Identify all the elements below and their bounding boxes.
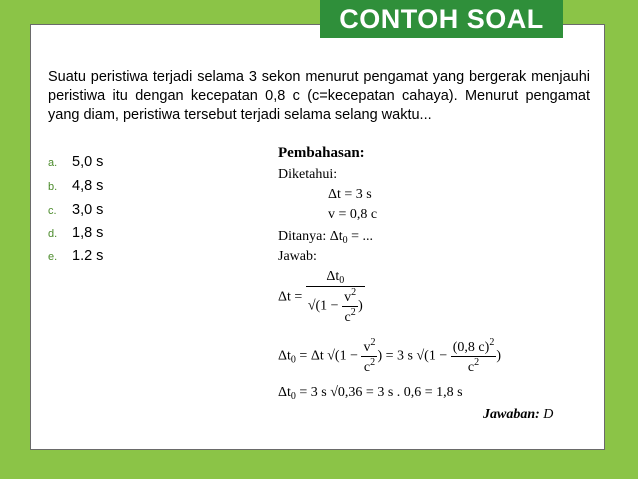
- option-text: 3,0 s: [72, 202, 104, 218]
- f1-num: [306, 269, 365, 287]
- option-text: 1,8 s: [72, 225, 104, 241]
- f2-lhs: Δt: [278, 348, 291, 364]
- f1-c-exp: 2: [350, 307, 356, 318]
- f2-a-den: [361, 357, 377, 376]
- option-a: [48, 154, 103, 170]
- option-d: [48, 225, 103, 241]
- f2-b-num: [451, 337, 497, 357]
- f1-c: c: [344, 310, 351, 325]
- f2-paren-exp: 2: [489, 337, 495, 348]
- f2-v-exp: 2: [370, 337, 376, 348]
- f2-dt: Δt: [310, 348, 324, 364]
- option-text: 5,0 s: [72, 154, 104, 170]
- jawaban-value: D: [543, 407, 554, 422]
- option-b: [48, 178, 103, 194]
- f2-one-minus-b: 1 −: [428, 348, 448, 364]
- asked-line: [278, 229, 373, 246]
- option-letter: a.: [48, 157, 58, 169]
- jawaban: [483, 407, 553, 423]
- f2-c-exp: 2: [370, 357, 376, 368]
- final-text: = 3 s √0,36 = 3 s . 0,6 = 1,8 s: [299, 385, 463, 400]
- f1-v-exp: 2: [351, 287, 357, 298]
- asked-sub: 0: [342, 235, 348, 246]
- asked-text: Ditanya: Δt: [278, 229, 343, 244]
- f2-c: c: [363, 360, 371, 375]
- f2-a-num: [361, 337, 377, 357]
- question-text: Suatu peristiwa terjadi selama 3 sekon menurut pengamat yang bergerak menjauhi peristiwa itu dengan kecepatan 0,8 c (c=kecepatan cahaya). Menurut pengamat yang diam, peristiwa tersebut terjadi selama selang waktu...: [48, 69, 590, 123]
- slide-title: CONTOH SOAL: [320, 0, 563, 38]
- jawaban-label: Jawaban:: [483, 407, 540, 422]
- f2-one-minus: 1 −: [339, 348, 358, 364]
- f2-frac-b: [451, 337, 497, 376]
- option-text: 1.2 s: [72, 248, 104, 264]
- asked-tail: = ...: [347, 229, 374, 244]
- f2-b-den: [451, 357, 497, 376]
- f1-v: v: [344, 290, 352, 305]
- option-letter: e.: [48, 251, 58, 263]
- f2-three-s: = 3 s: [385, 348, 413, 364]
- final-sub: 0: [290, 391, 296, 402]
- solution-heading: Pembahasan:: [278, 145, 365, 161]
- final-dt: Δt: [278, 385, 291, 400]
- solution-block: [278, 145, 578, 435]
- option-letter: c.: [48, 205, 57, 217]
- f1-num-sub: 0: [339, 275, 345, 286]
- f2-c-b: c: [467, 360, 475, 375]
- f1-inner-den: [342, 307, 358, 326]
- f2-frac-a: [361, 337, 377, 376]
- f1-one-minus: 1 −: [320, 298, 339, 314]
- f2-lhs-sub: 0: [290, 354, 296, 366]
- f2-c-b-exp: 2: [474, 357, 480, 368]
- option-c: [48, 202, 103, 218]
- formula-1: Δt = $\Delta t_0$ √(1 − $\frac{v^2}{c^2}$ ): [278, 269, 363, 325]
- option-text: 4,8 s: [72, 178, 104, 194]
- option-letter: b.: [48, 181, 58, 193]
- final-line: [278, 385, 463, 402]
- f1-lhs: Δt: [278, 289, 291, 305]
- f1-inner-frac: [342, 287, 358, 326]
- f1-den: √(1 − $\frac{v^2}{c^2}$ ): [307, 287, 363, 325]
- known-v: v = 0,8 c: [328, 207, 378, 222]
- known-dt: Δt = 3 s: [328, 187, 372, 202]
- formula-2: $\Delta t_0 = \Delta t$ √(1 − $\frac{v^2}{c^2}$ ) = 3 s √(1 − $\frac{(0,8 c)^2}{c^2}$ ): [278, 337, 501, 375]
- option-letter: d.: [48, 228, 58, 240]
- f1-inner-num: [342, 287, 358, 307]
- f1-fraction: [306, 269, 365, 326]
- f2-paren: (0,8 c): [452, 340, 490, 355]
- f2-v: v: [363, 340, 371, 355]
- answer-label: Jawab:: [278, 249, 317, 264]
- f1-num-dt: Δt: [326, 269, 340, 284]
- option-e: [48, 248, 103, 264]
- known-label: Diketahui:: [278, 167, 338, 182]
